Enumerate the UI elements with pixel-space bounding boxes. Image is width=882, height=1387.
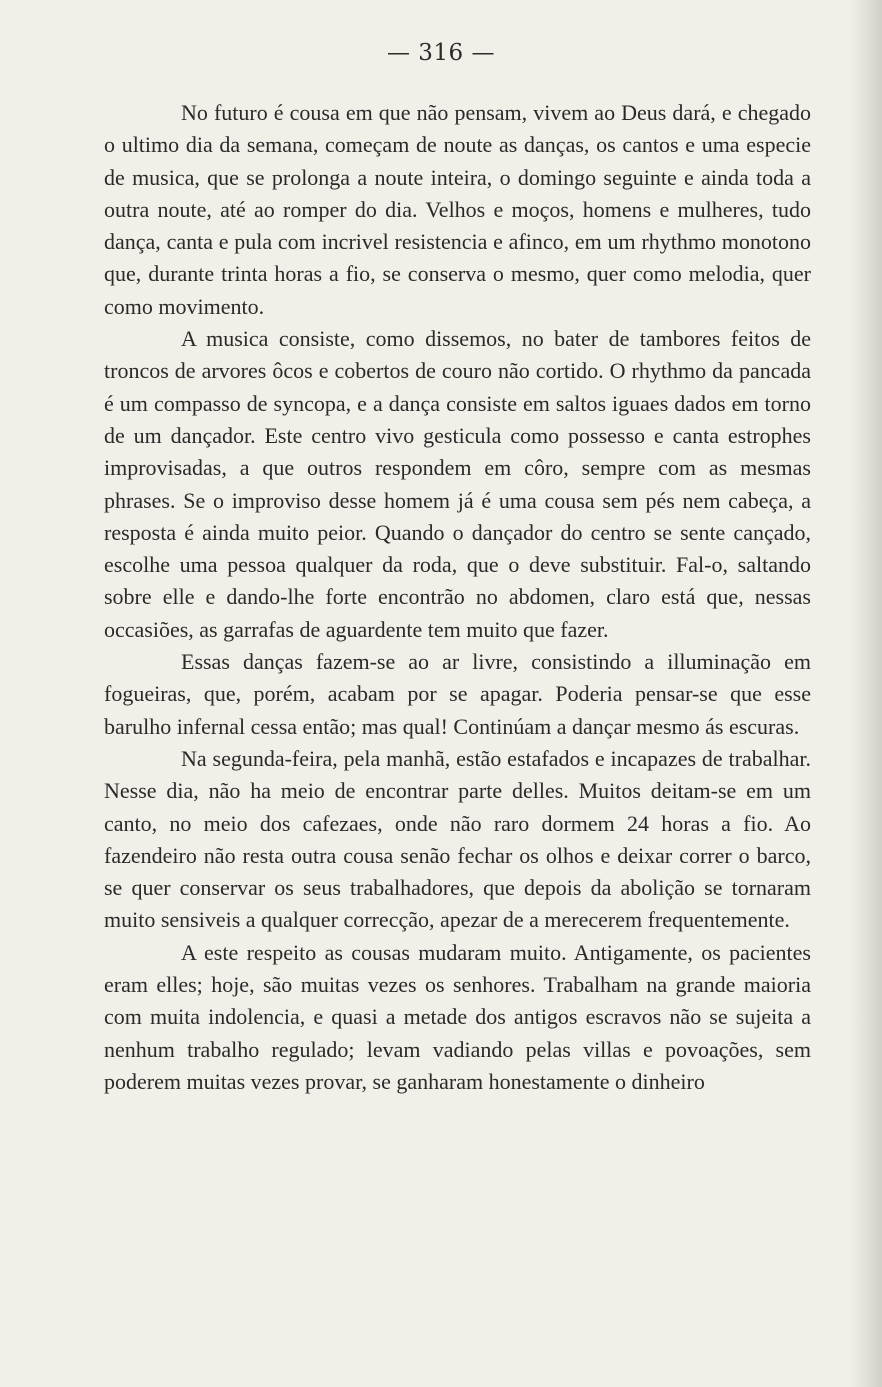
paragraph-3: Essas danças fazem-se ao ar livre, consistindo a illuminação em fogueiras, que, porém, acabam por se apagar. Poderia pensar-se que esse barulho infernal cessa então; mas qual! Continúam a dançar mesmo ás escuras.	[104, 649, 811, 739]
page-edge-shadow	[850, 0, 882, 1387]
paragraph-1: No futuro é cousa em que não pensam, vivem ao Deus dará, e chegado o ultimo dia da semana, começam de noute as danças, os cantos e uma especie de musica, que se prolonga a noute inteira, o domingo seguinte e ainda toda a outra noute, até ao romper do dia. Velhos e moços, homens e mulheres, tudo dança, canta e pula com incrivel resistencia e afinco, em um rhythmo monotono que, durante trinta horas a fio, se conserva o mesmo, quer como melodia, quer como movimento.	[104, 100, 811, 319]
paragraph-4: Na segunda-feira, pela manhã, estão estafados e incapazes de trabalhar. Nesse dia, não ha meio de encontrar parte delles. Muitos deitam-se em um canto, no meio dos cafezaes, onde não raro dormem 24 horas a fio. Ao fazendeiro não resta outra cousa senão fechar os olhos e deixar correr o barco, se quer conservar os seus trabalhadores, que depois da abolição se tornaram muito sensiveis a qualquer correcção, apezar de a merecerem frequentemente.	[104, 745, 811, 933]
body-text	[104, 97, 811, 1098]
paragraph-2: A musica consiste, como dissemos, no bater de tambores feitos de troncos de arvores ôcos e cobertos de couro não cortido. O rhythmo da pancada é um compasso de syncopa, e a dança consiste em saltos iguaes dados em torno de um dançador. Este centro vivo gesticula como possesso e canta estrophes improvisadas, a que outros respondem em côro, sempre com as mesmas phrases. Se o improviso desse homem já é uma cousa sem pés nem cabeça, a resposta é ainda muito peior. Quando o dançador do centro se sente cançado, escolhe uma pessoa qualquer da roda, que o deve substituir. Fal-o, saltando sobre elle e dando-lhe forte encontrão no abdomen, claro está que, nessas occasiões, as garrafas de aguardente tem muito que fazer.	[104, 326, 811, 642]
page-number: — 316 —	[386, 40, 496, 66]
paragraph-5: A este respeito as cousas mudaram muito. Antigamente, os pacientes eram elles; hoje, são muitas vezes os senhores. Trabalham na grande maioria com muita indolencia, e quasi a metade dos antigos escravos não se sujeita a nenhum trabalho regulado; levam vadiando pelas villas e povoações, sem poderem muitas vezes provar, se ganharam honestamente o dinheiro	[104, 939, 811, 1094]
